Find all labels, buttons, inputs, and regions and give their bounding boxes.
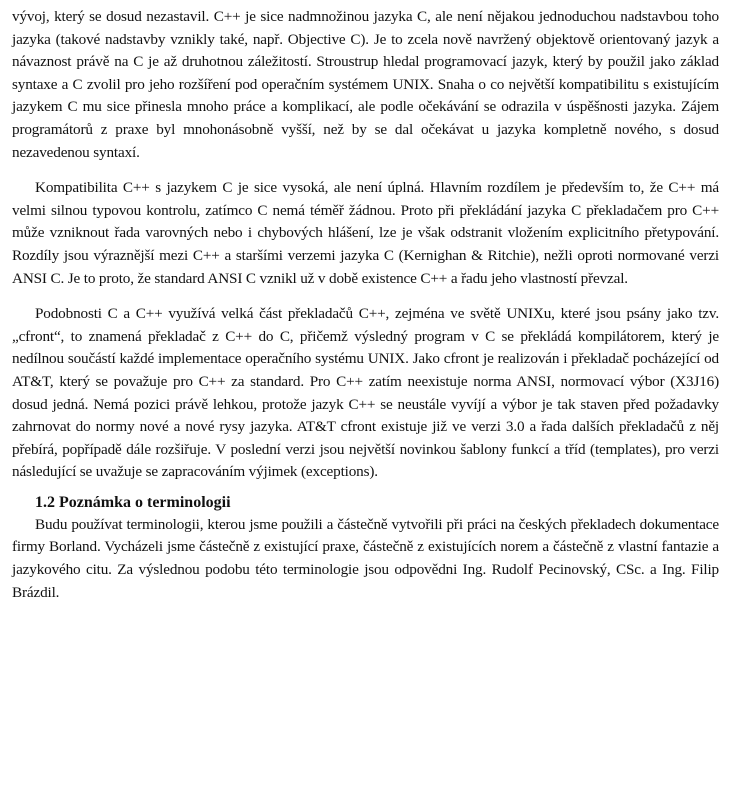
paragraph-continuation: vývoj, který se dosud nezastavil. C++ je sice nadmnožinou jazyka C, ale není nějakou jednoduchou nadstavbou toho jazyka (takové nadstavby vznikly také, např. Objective C). Je to zcela nově navržený objektově orientovaný jazyk a návaznost právě na C je až druhotnou záležitostí. Stroustrup hledal programovací jazyk, který by použil jako základ syntaxe a C zvolil pro jeho rozšíření pod operačním systémem UNIX. Snaha o co největší kompatibilitu s existujícím jazykem C mu sice přinesla mnoho práce a komplikací, ale podle očekávání se odrazila v úspěšnosti jazyka. Zájem programátorů z praxe byl mnohonásobně vyšší, než by se dal očekávat u jazyka kompletně nového, s dosud nezavedenou syntaxí. [12,8,719,161]
paragraph-gap [12,164,719,177]
section-heading: 1.2 Poznámka o terminologii [35,493,231,511]
paragraph-terminology: Budu používat terminologii, kterou jsme použili a částečně vytvořili při práci na českých překladech dokumentace firmy Borland. Vycházeli jsme částečně z existující praxe, částečně z existujících norem a částečně z vlastní fantazie a jazykového citu. Za výslednou podobu této terminologie jsou odpovědni Ing. Rudolf Pecinovský, CSc. a Ing. Filip Brázdil. [12,515,719,601]
paragraph-cfront: Podobnosti C a C++ využívá velká část překladačů C++, zejména ve světě UNIXu, které jsou psány jako tzv. „cfront“, to znamená překladač z C++ do C, přičemž výsledný program v C se překládá kompilátorem, který je nedílnou součástí každé implementace operačního systému UNIX. Jako cfront je realizován i překladač pocházející od AT&T, který se považuje pro C++ za standard. Pro C++ zatím neexistuje norma ANSI, normovací výbor (X3J16) dosud jedná. Nemá pozici právě lehkou, protože jazyk C++ se neustále vyvíjí a výbor je tak staven před požadavky zahrnovat do normy nové a nové rysy jazyka. AT&T cfront existuje již ve verzi 3.0 a řada dalších překladačů z něj přebírá, popřípadě dále rozšiřuje. V poslední verzi jsou největší novinkou šablony funkcí a tříd (templates), pro verzi následující se uvažuje se zapracováním výjimek (exceptions). [12,305,719,481]
document-page [12,6,719,604]
paragraph-compatibility: Kompatibilita C++ s jazykem C je sice vysoká, ale není úplná. Hlavním rozdílem je především to, že C++ má velmi silnou typovou kontrolu, zatímco C nemá téměř žádnou. Proto při překládání jazyka C překladačem pro C++ může vzniknout řada varovných nebo i chybových hlášení, lze je však odstranit vložením explicitního přetypování. Rozdíly jsou výraznější mezi C++ a staršími verzemi jazyka C (Kernighan & Ritchie), nežli oproti normované verzi ANSI C. Je to proto, že standard ANSI C vznikl už v době existence C++ a řadu jeho vlastností převzal. [12,179,719,287]
paragraph-gap [12,290,719,303]
